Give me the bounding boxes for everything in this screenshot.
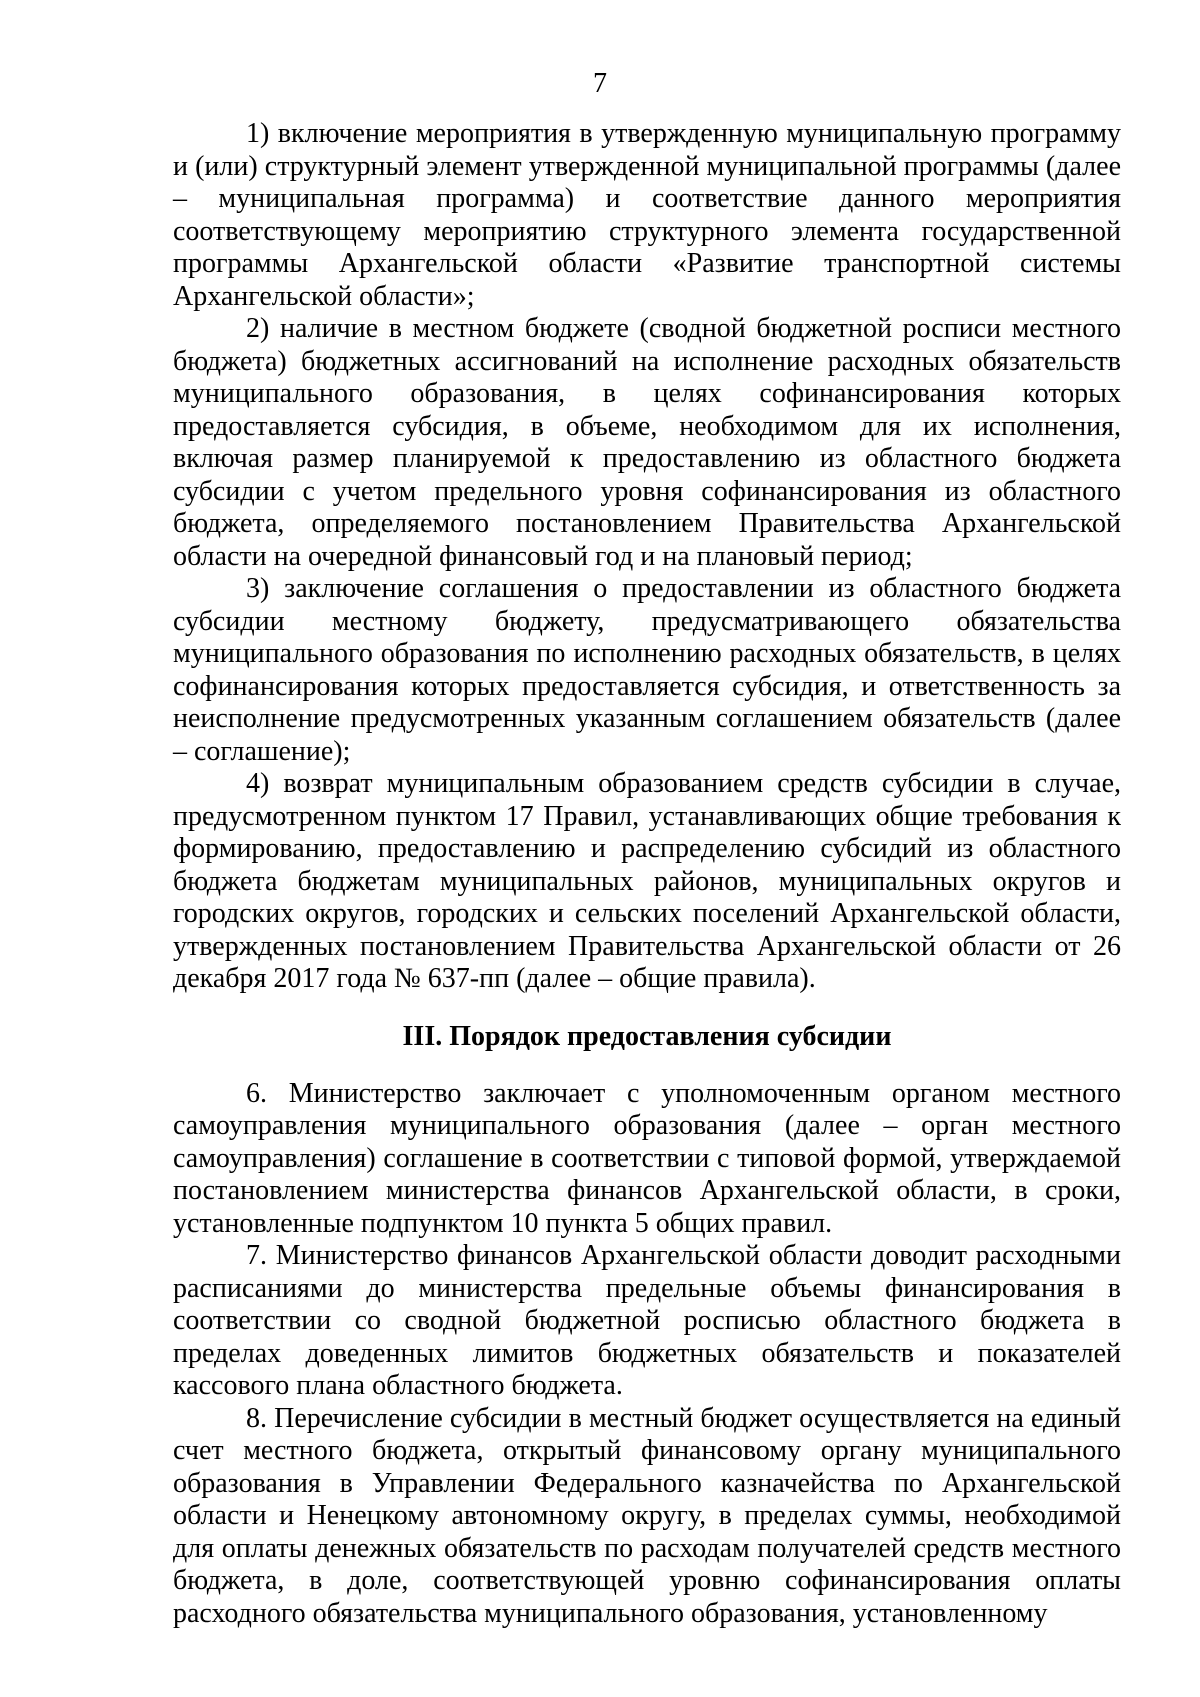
list-item-4: 4) возврат муниципальным образованием средств субсидии в случае, предусмотренном пунктом 17 Правил, устанавливающих общие требования к формированию, предоставлению и распределению субсидий из областного бюджета бюджетам муниципальных районов, муниципальных округов и городских округов, городских и сельских поселений Архангельской области, утвержденных постановлением Правительства Архангельской области от 26 декабря 2017 года № 637-пп (далее – общие правила). [173, 768, 1121, 994]
paragraph-7: 7. Министерство финансов Архангельской области доводит расходными расписаниями до министерства предельные объемы финансирования в соответствии со сводной бюджетной росписью областного бюджета в пределах доведенных лимитов бюджетных обязательств и показателей кассового плана областного бюджета. [173, 1240, 1121, 1401]
section-heading: III. Порядок предоставления субсидии [402, 1020, 892, 1052]
page-number: 7 [593, 68, 607, 99]
document-body [173, 118, 1121, 1630]
list-item-3: 3) заключение соглашения о предоставлении из областного бюджета субсидии местному бюджету, предусматривающего обязательства муниципального образования по исполнению расходных обязательств, в целях софинансирования которых предоставляется субсидия, и ответственность за неисполнение предусмотренных указанным соглашением обязательств (далее – соглашение); [173, 573, 1121, 767]
paragraph-8: 8. Перечисление субсидии в местный бюджет осуществляется на единый счет местного бюджета, открытый финансовому органу муниципального образования в Управлении Федерального казначейства по Архангельской области и Ненецкому автономному округу, в пределах суммы, необходимой для оплаты денежных обязательств по расходам получателей средств местного бюджета, в доле, соответствующей уровню софинансирования оплаты расходного обязательства муниципального образования, установленному [173, 1402, 1121, 1629]
paragraph-6: 6. Министерство заключает с уполномоченным органом местного самоуправления муниципального образования (далее – орган местного самоуправления) соглашение в соответствии с типовой формой, утверждаемой постановлением министерства финансов Архангельской области, в сроки, установленные подпунктом 10 пункта 5 общих правил. [173, 1077, 1121, 1239]
list-item-1: 1) включение мероприятия в утвержденную муниципальную программу и (или) структурный элемент утвержденной муниципальной программы (далее – муниципальная программа) и соответствие данного мероприятия соответствующему мероприятию структурного элемента государственной программы Архангельской области «Развитие транспортной системы Архангельской области»; [173, 118, 1121, 312]
list-item-2: 2) наличие в местном бюджете (сводной бюджетной росписи местного бюджета) бюджетных ассигнований на исполнение расходных обязательств муниципального образования, в целях софинансирования которых предоставляется субсидия, в объеме, необходимом для их исполнения, включая размер планируемой к предоставлению из областного бюджета субсидии с учетом предельного уровня софинансирования из областного бюджета, определяемого постановлением Правительства Архангельской области на очередной финансовый год и на плановый период; [173, 313, 1121, 572]
